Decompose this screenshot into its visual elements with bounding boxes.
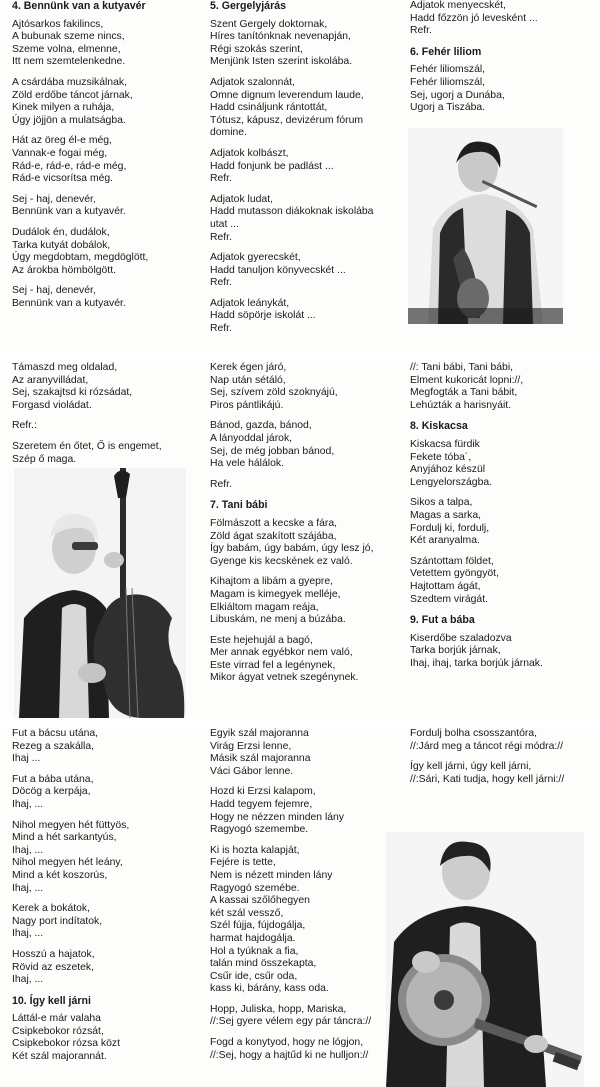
lyric-line: Ragyogó szemembe. bbox=[210, 824, 309, 836]
lyric-line: Ajtósarkos fakilincs, bbox=[12, 18, 104, 30]
stanza bbox=[210, 19, 400, 69]
lyric-line: Szél fújja, fújdogálja, bbox=[210, 920, 306, 932]
lyric-line: Kerek a bokátok, bbox=[12, 903, 90, 915]
stanza bbox=[410, 0, 600, 38]
lyric-line: Gyenge kis kecskének ez való. bbox=[210, 555, 353, 567]
panel-top bbox=[0, 0, 600, 352]
lyric-line: Vetettem gyöngyöt, bbox=[410, 568, 499, 580]
lyric-line: Támaszd meg oldalad, bbox=[12, 362, 118, 373]
flute-player-illustration bbox=[408, 128, 563, 324]
lyric-line: A lányoddal járok, bbox=[210, 432, 293, 444]
lyric-line: Megfogták a Tani bábit, bbox=[410, 387, 518, 399]
lyric-line: Refr. bbox=[410, 25, 432, 37]
column bbox=[410, 362, 600, 678]
photo-bass-player bbox=[14, 468, 186, 718]
song-title: 10. Így kell járni bbox=[12, 994, 91, 1007]
lyric-line: Bánod, gazda, bánod, bbox=[210, 420, 312, 432]
lyric-line: Mind a hét sarkantyús, bbox=[12, 832, 117, 844]
stanza bbox=[12, 441, 202, 466]
lyric-line: Hadd tegyem fejemre, bbox=[210, 798, 313, 810]
lyric-line: Mind a két koszorús, bbox=[12, 869, 108, 881]
lyric-line: Zöld erdőbe táncot járnak, bbox=[12, 89, 133, 101]
lyric-line: Így kell járni, úgy kell járni, bbox=[410, 761, 532, 773]
lyric-line: Hopp, Juliska, hopp, Mariska, bbox=[210, 1003, 347, 1015]
lyric-line: Két szál majorannát. bbox=[12, 1051, 107, 1063]
lyric-line: Ki is hozta kalapját, bbox=[210, 844, 300, 856]
lyric-line: Nihol megyen hét leány, bbox=[12, 857, 123, 869]
lyric-line: Két aranyalma. bbox=[410, 535, 480, 547]
lyric-line: Rád-e, rád-e, rád-e még, bbox=[12, 160, 127, 172]
lyric-line: Omne dignum leverendum laude, bbox=[210, 89, 364, 101]
stanza bbox=[410, 761, 600, 786]
lyric-line: harmat hajdogálja. bbox=[210, 932, 296, 944]
panel-middle bbox=[0, 362, 600, 720]
lyric-line: Rezeg a szakálla, bbox=[12, 740, 95, 752]
lyric-line: talán mind összekapta, bbox=[210, 958, 317, 970]
lyric-line: Adjatok gyerecskét, bbox=[210, 252, 301, 264]
lyric-line: Sikos a talpa, bbox=[410, 497, 473, 509]
lyric-line: Fehér liliomszál, bbox=[410, 76, 486, 88]
lyric-line: Libuskám, ne menj a búzába. bbox=[210, 614, 346, 626]
lyric-line: Csipkebokor rózsa közt bbox=[12, 1038, 120, 1050]
stanza bbox=[210, 635, 400, 685]
lyric-line: Este hejehujál a bagó, bbox=[210, 634, 313, 646]
song-title: 4. Bennünk van a kutyavér bbox=[12, 0, 146, 12]
lyric-line: Ihaj, ... bbox=[12, 844, 44, 856]
lyric-line: Hogy ne nézzen minden lány bbox=[210, 811, 345, 823]
stanza bbox=[210, 77, 400, 140]
lyric-line: Hadd söpörje iskolát ... bbox=[210, 310, 316, 322]
lyric-line: Hajtottam ágát, bbox=[410, 580, 481, 592]
lute-player-illustration bbox=[386, 832, 584, 1087]
stanza bbox=[210, 252, 400, 290]
lyric-line: //:Sári, Kati tudja, hogy kell járni:// bbox=[410, 773, 565, 785]
column bbox=[12, 728, 202, 1072]
lyric-line: Ihaj, ihaj, tarka borjúk járnak. bbox=[410, 657, 543, 669]
lyric-line: Magam is kimegyek melléje, bbox=[210, 588, 341, 600]
lyric-line: Csűr ide, csűr oda, bbox=[210, 970, 298, 982]
lyric-line: Másik szál majoranna bbox=[210, 753, 311, 765]
lyric-line: Csipkebokor rózsát, bbox=[12, 1025, 104, 1037]
lyric-line: Szedtem virágát. bbox=[410, 593, 488, 605]
lyric-line: Hát az öreg él-e még, bbox=[12, 135, 112, 147]
stanza bbox=[12, 362, 202, 412]
lyric-line: A bubunak szeme nincs, bbox=[12, 31, 125, 43]
lyric-line: Ihaj, ... bbox=[12, 798, 44, 810]
lyric-line: Lengyelországba. bbox=[410, 476, 493, 488]
lyric-line: Ha vele hálálok. bbox=[210, 458, 284, 470]
lyric-line: Sej, szakajtsd ki rózsádat, bbox=[12, 387, 133, 399]
lyric-line: Mer annak egyébkor nem való, bbox=[210, 647, 353, 659]
lyric-line: A csárdába muzsikálnak, bbox=[12, 76, 127, 88]
lyric-line: Ihaj, ... bbox=[12, 974, 44, 986]
lyric-line: Refr. bbox=[210, 173, 232, 185]
lyric-line: Szeretem én őtet, Ő is engemet, bbox=[12, 440, 162, 452]
stanza bbox=[210, 1004, 400, 1029]
lyric-line: utat ... bbox=[210, 218, 239, 230]
lyric-line: Adjatok leánykát, bbox=[210, 297, 290, 309]
lyric-line: Hozd ki Erzsi kalapom, bbox=[210, 786, 316, 798]
stanza bbox=[12, 135, 202, 185]
stanza bbox=[12, 820, 202, 896]
lyric-line: Refr. bbox=[210, 277, 232, 289]
lyric-line: Láttál-e már valaha bbox=[12, 1013, 101, 1025]
song-title: 5. Gergelyjárás bbox=[210, 0, 286, 12]
lyric-line: //:Járd meg a táncot régi módra:// bbox=[410, 740, 564, 752]
stanza bbox=[410, 64, 600, 114]
lyric-line: Sej - haj, denevér, bbox=[12, 285, 96, 297]
column bbox=[12, 0, 202, 318]
lyric-line: Hosszú a hajatok, bbox=[12, 948, 95, 960]
panel-bottom bbox=[0, 728, 600, 1087]
lyric-line: Kinek milyen a ruhája, bbox=[12, 102, 115, 114]
column bbox=[410, 728, 600, 794]
stanza bbox=[410, 439, 600, 489]
stanza bbox=[410, 633, 600, 671]
stanza bbox=[210, 728, 400, 778]
lyric-line: Dudálok én, dudálok, bbox=[12, 226, 110, 238]
lyric-line: Kiserdőbe szaladozva bbox=[410, 632, 512, 644]
lyric-line: Nem is nézett minden lány bbox=[210, 869, 333, 881]
stanza bbox=[210, 298, 400, 336]
lyric-line: Adjatok menyecskét, bbox=[410, 0, 506, 11]
lyric-line: Fut a bába utána, bbox=[12, 773, 94, 785]
lyric-line: Nihol megyen hét füttyös, bbox=[12, 819, 130, 831]
lyric-line: Híres tanítónknak nevenapján, bbox=[210, 31, 351, 43]
stanza bbox=[210, 362, 400, 412]
stanza bbox=[210, 518, 400, 568]
lyric-line: Refr.: bbox=[12, 420, 37, 432]
lyric-line: Kerek égen járó, bbox=[210, 362, 287, 373]
song-title: 9. Fut a bába bbox=[410, 614, 475, 627]
lyric-line: Tarka kutyát dobálok, bbox=[12, 239, 111, 251]
lyric-line: Nap után sétáló, bbox=[210, 374, 286, 386]
lyric-line: A kassai szőlőhegyen bbox=[210, 895, 310, 907]
photo-flute-player bbox=[408, 128, 563, 324]
lyric-line: Mikor ágyat vetnek szegénynek. bbox=[210, 672, 359, 684]
column bbox=[410, 0, 600, 123]
lyric-line: Tótusz, kápusz, devizérum fórum bbox=[210, 114, 364, 126]
stanza bbox=[12, 227, 202, 277]
lyric-line: Fejére is tette, bbox=[210, 857, 276, 869]
lyric-line: Virág Erzsi lenne, bbox=[210, 740, 292, 752]
lyric-line: //: Tani bábi, Tani bábi, bbox=[410, 362, 514, 373]
lyric-line: //:Sej, hogy a hajtűd ki ne hulljon:// bbox=[210, 1049, 369, 1061]
lyric-line: Adjatok ludat, bbox=[210, 193, 273, 205]
lyric-line: Szántottam földet, bbox=[410, 555, 494, 567]
lyric-line: Úgy jöjjön a mulatságba. bbox=[12, 114, 126, 126]
lyric-line: Ihaj ... bbox=[12, 753, 41, 765]
lyric-line: Tarka borjúk járnak, bbox=[410, 645, 501, 657]
lyric-line: Így babám, úgy babám, úgy lesz jó, bbox=[210, 543, 374, 555]
lyric-line: Egyik szál majoranna bbox=[210, 728, 309, 739]
stanza bbox=[210, 576, 400, 626]
lyric-line: Piros pántlikájú. bbox=[210, 399, 284, 411]
lyric-line: Este virrad fel a legénynek, bbox=[210, 659, 336, 671]
lyric-line: Bennünk van a kutyavér. bbox=[12, 297, 126, 309]
lyric-line: Váci Gábor lenne. bbox=[210, 765, 294, 777]
stanza bbox=[12, 903, 202, 941]
lyric-line: Anyjához készül bbox=[410, 464, 486, 476]
lyric-line: Elkiáltom magam reája, bbox=[210, 601, 319, 613]
stanza bbox=[12, 19, 202, 69]
lyric-line: Adjatok szalonnát, bbox=[210, 76, 295, 88]
song-title: 7. Tani bábi bbox=[210, 499, 268, 512]
stanza bbox=[12, 949, 202, 987]
lyric-line: Fehér liliomszál, bbox=[410, 64, 486, 76]
lyric-line: Hadd tanuljon könyvecskét ... bbox=[210, 264, 346, 276]
stanza bbox=[210, 148, 400, 186]
stanza bbox=[210, 194, 400, 244]
stanza bbox=[410, 497, 600, 547]
song-title: 8. Kiskacsa bbox=[410, 420, 468, 433]
lyric-line: Zöld ágat szakított szájába, bbox=[210, 530, 337, 542]
lyric-line: Hol a tyúknak a fia, bbox=[210, 945, 299, 957]
photo-lute-player bbox=[386, 832, 584, 1087]
lyric-line: Kiskacsa fürdik bbox=[410, 438, 480, 450]
lyric-line: Úgy megdobtam, megdöglött, bbox=[12, 252, 149, 264]
lyric-line: Ragyogó szemébe. bbox=[210, 882, 300, 894]
lyric-line: Sej, szívem zöld szoknyájú, bbox=[210, 387, 338, 399]
bass-player-illustration bbox=[14, 468, 186, 718]
lyric-line: Menjünk Isten szerint iskolába. bbox=[210, 56, 353, 68]
column bbox=[210, 362, 400, 693]
stanza bbox=[12, 774, 202, 812]
lyric-line: Nagy port indítatok, bbox=[12, 915, 103, 927]
stanza bbox=[210, 845, 400, 996]
lyric-line: Hadd csináljunk rántottát, bbox=[210, 102, 328, 114]
stanza bbox=[410, 556, 600, 606]
lyric-line: Ihaj, ... bbox=[12, 882, 44, 894]
lyric-line: Adjatok kolbászt, bbox=[210, 147, 289, 159]
column bbox=[12, 362, 202, 474]
lyric-line: domine. bbox=[210, 127, 247, 139]
column bbox=[210, 728, 400, 1070]
lyric-line: Fogd a konytyod, hogy ne lógjon, bbox=[210, 1037, 364, 1049]
lyric-line: Lehúzták a harisnyáit. bbox=[410, 399, 512, 411]
lyric-line: Fordulj ki, fordulj, bbox=[410, 522, 490, 534]
lyric-line: Ugorj a Tiszába. bbox=[410, 102, 486, 114]
lyric-line: két szál vessző, bbox=[210, 907, 284, 919]
stanza bbox=[410, 728, 600, 753]
lyric-line: Rád-e vicsorítsa még. bbox=[12, 173, 114, 185]
stanza bbox=[12, 1013, 202, 1063]
lyric-line: Hadd főzzön jó levesként ... bbox=[410, 12, 538, 24]
lyric-line: Hadd fonjunk be padlást ... bbox=[210, 160, 334, 172]
lyric-line: Régi szokás szerint, bbox=[210, 43, 303, 55]
lyric-line: Fordulj bolha csosszantóra, bbox=[410, 728, 538, 739]
lyric-line: Refr. bbox=[210, 231, 232, 243]
stanza bbox=[12, 77, 202, 127]
lyric-line: Szeme volna, elmenne, bbox=[12, 43, 121, 55]
lyric-line: Kihajtom a libám a gyepre, bbox=[210, 576, 334, 588]
lyric-line: Bennünk van a kutyavér. bbox=[12, 206, 126, 218]
lyric-line: Szép ő maga. bbox=[12, 453, 77, 465]
lyric-line: Hadd mutasson diákoknak iskolába bbox=[210, 206, 374, 218]
lyric-line: Forgasd violádat. bbox=[12, 399, 92, 411]
lyric-line: Rövid az eszetek, bbox=[12, 961, 95, 973]
lyric-line: Sej - haj, denevér, bbox=[12, 193, 96, 205]
lyric-line: Az árokba hömbölgött. bbox=[12, 264, 116, 276]
lyric-line: Fekete tóba´, bbox=[410, 451, 472, 463]
lyric-line: Itt nem szemtelenkedne. bbox=[12, 56, 126, 68]
lyric-line: Refr. bbox=[210, 323, 232, 335]
lyric-line: Refr. bbox=[210, 478, 232, 490]
lyric-line: Fut a bácsu utána, bbox=[12, 728, 99, 739]
lyric-line: Az aranyvilládat, bbox=[12, 374, 89, 386]
song-title: 6. Fehér liliom bbox=[410, 45, 482, 58]
stanza bbox=[210, 479, 400, 492]
lyric-line: Ihaj, ... bbox=[12, 928, 44, 940]
lyric-line: Szent Gergely doktornak, bbox=[210, 18, 328, 30]
lyric-line: Magas a sarka, bbox=[410, 509, 482, 521]
stanza bbox=[12, 194, 202, 219]
lyric-line: Sej, ugorj a Dunába, bbox=[410, 89, 505, 101]
lyric-line: Fölmászott a kecske a fára, bbox=[210, 517, 338, 529]
stanza bbox=[12, 420, 202, 433]
stanza bbox=[210, 786, 400, 836]
stanza bbox=[12, 285, 202, 310]
column bbox=[210, 0, 400, 344]
stanza bbox=[210, 420, 400, 470]
stanza bbox=[410, 362, 600, 412]
lyric-line: //:Sej gyere vélem egy pár táncra:// bbox=[210, 1016, 372, 1028]
stanza bbox=[210, 1037, 400, 1062]
lyric-line: Döcög a kerpája, bbox=[12, 786, 91, 798]
lyric-line: Elment kukoricát lopni://, bbox=[410, 374, 524, 386]
lyric-line: Vannak-e fogai még, bbox=[12, 147, 108, 159]
lyric-line: Sej, de még jobban bánod, bbox=[210, 445, 335, 457]
stanza bbox=[12, 728, 202, 766]
lyric-line: kass ki, bárány, kass oda. bbox=[210, 983, 329, 995]
